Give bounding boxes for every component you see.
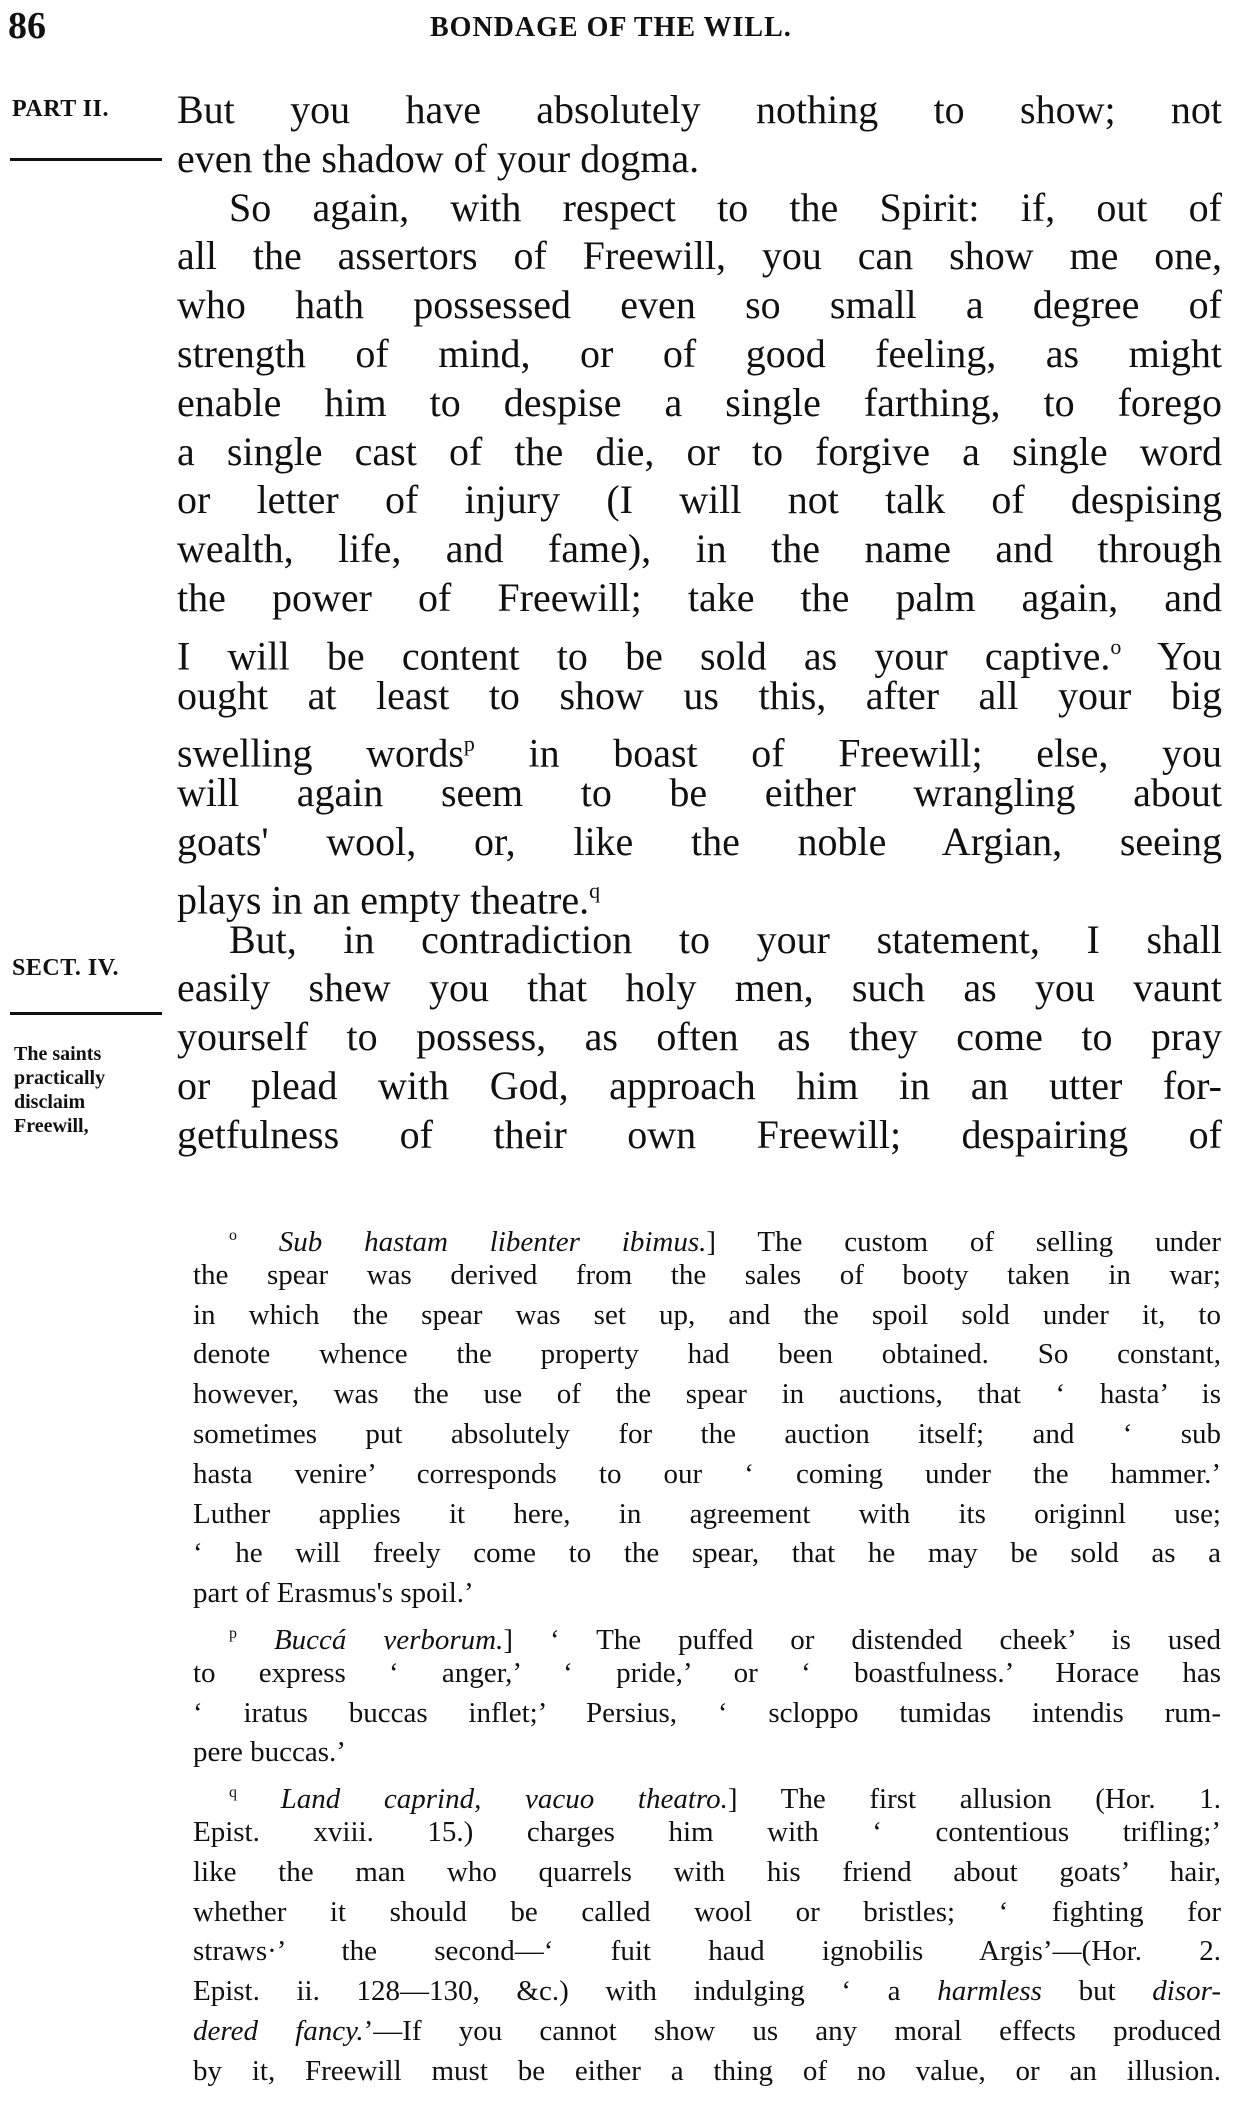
text-line: [177, 525, 1222, 574]
text-run: So again, with respect to the Spirit: if, out of: [229, 184, 1222, 230]
text-line: [177, 769, 1222, 818]
text-run: easily shew you that holy men, such as you vaunt: [177, 965, 1222, 1011]
text-line: [177, 135, 1222, 184]
text-line: [177, 232, 1222, 281]
footnote-line: [193, 1614, 1222, 1657]
text-run: the power of Freewill; take the palm again, and: [177, 574, 1222, 620]
text-line: [177, 672, 1222, 721]
margin-sect-label: SECT. IV.: [12, 955, 119, 981]
footnote-marker: p: [229, 1624, 237, 1642]
footnote-line: [193, 1773, 1222, 1816]
text-run: whether it should be called wool or bristles; ‘ fighting for: [193, 1895, 1221, 1928]
text-line: [177, 1062, 1222, 1111]
footnote-marker: q: [229, 1784, 237, 1802]
text-run: goats' wool, or, like the noble Argian, seeing: [177, 818, 1222, 864]
text-run: ought at least to show us this, after all your big: [177, 672, 1222, 718]
footnote-marker: o: [229, 1227, 237, 1244]
text-run: straws·’ the second—‘ fuit haud ignobilis Argis’—(Hor. 2.: [193, 1935, 1221, 1968]
footnote-line: [193, 2052, 1221, 2092]
margin-note-line: disclaim: [14, 1091, 86, 1113]
text-line: [177, 379, 1222, 428]
text-line: [177, 720, 1222, 776]
text-line: [177, 916, 1222, 965]
text-run: a single cast of the die, or to forgive a single word: [177, 428, 1222, 474]
text-run: getfulness of their own Freewill; despairing of: [177, 1111, 1222, 1157]
footnote-line: [193, 1972, 1221, 2012]
margin-note-line: The saints: [14, 1043, 102, 1065]
text-run: who hath possessed even so small a degree of: [177, 282, 1222, 328]
text-line: [177, 818, 1222, 867]
text-run: strength of mind, or of good feeling, as might: [177, 330, 1222, 376]
text-run: like the man who quarrels with his friend about goats’ hair,: [193, 1855, 1221, 1888]
text-run: But you have absolutely nothing to show; not: [177, 87, 1222, 132]
text-run: denote whence the property had been obtained. So constant,: [193, 1338, 1221, 1371]
footnote-line: [193, 1375, 1221, 1415]
text-run: or plead with God, approach him in an utter for-: [177, 1062, 1222, 1108]
text-run: part of Erasmus's spoil.’: [193, 1577, 474, 1610]
text-run: You: [1121, 633, 1222, 679]
footnote-line: [193, 1534, 1221, 1574]
text-line: [177, 281, 1222, 330]
italic-text: Sub hastam libenter ibimus.: [278, 1226, 707, 1259]
text-line: [177, 1013, 1222, 1062]
text-run: ] ‘ The puffed or distended cheek’ is used: [503, 1624, 1222, 1657]
footnote-line: [193, 1455, 1221, 1495]
italic-text: Buccá verborum.: [273, 1624, 504, 1657]
text-line: [177, 574, 1222, 623]
text-run: will again seem to be either wrangling about: [177, 770, 1222, 816]
text-run: to express ‘ anger,’ ‘ pride,’ or ‘ boastfulness.’ Horace has: [193, 1656, 1221, 1689]
text-line: [177, 867, 1222, 923]
running-head: BONDAGE OF THE WILL.: [430, 12, 792, 43]
footnote-marker: q: [589, 877, 601, 903]
footnote-line: [193, 2012, 1221, 2052]
text-line: [177, 1111, 1222, 1160]
footnote-line: [193, 1415, 1221, 1455]
text-run: [237, 1783, 281, 1815]
footnote-line: [193, 1694, 1221, 1734]
text-run: ‘ iratus buccas inflet;’ Persius, ‘ scloppo tumidas intendis rum-: [193, 1696, 1221, 1729]
text-line: [177, 86, 1222, 135]
text-line: [177, 476, 1222, 525]
text-run: ’—If you cannot show us any moral effects produced: [363, 2014, 1222, 2047]
footnote-line: [193, 1216, 1221, 1259]
text-run: swelling words: [177, 730, 464, 776]
text-run: hasta venire’ corresponds to our ‘ coming under the hammer.’: [193, 1457, 1221, 1490]
italic-text: harmless: [937, 1975, 1042, 2008]
text-line: [177, 330, 1222, 379]
footnote-marker: p: [463, 731, 475, 757]
text-run: in boast of Freewill; else, you: [474, 730, 1222, 776]
text-run: or letter of injury (I will not talk of despising: [177, 477, 1222, 523]
footnote-line: [193, 1733, 1221, 1773]
footnote-line: [193, 1256, 1221, 1296]
margin-part-label: PART II.: [12, 96, 109, 122]
italic-text: disor-: [1152, 1975, 1221, 2008]
text-run: in which the spear was set up, and the spoil sold under it, to: [193, 1298, 1221, 1331]
italic-text: dered fancy.: [193, 2014, 364, 2047]
margin-note: [14, 1042, 105, 1138]
text-run: But, in contradiction to your statement, I shall: [229, 916, 1222, 962]
text-run: ] The first allusion (Hor. 1.: [727, 1783, 1222, 1816]
footnote-line: [193, 1335, 1221, 1375]
italic-text: Land caprind, vacuo theatro.: [280, 1783, 728, 1816]
text-line: [177, 428, 1222, 477]
footnote-line: [193, 1853, 1221, 1893]
text-run: ‘ he will freely come to the spear, that he may be sold as a: [193, 1537, 1221, 1570]
text-run: by it, Freewill must be either a thing of no value, or an illusion.: [193, 2054, 1221, 2087]
text-run: [237, 1624, 274, 1656]
footnote-line: [193, 1932, 1221, 1972]
text-run: Epist. ii. 128—130, &c.) with indulging ‘ a: [193, 1975, 938, 2008]
footnote-line: [193, 1813, 1221, 1853]
text-run: all the assertors of Freewill, you can show me one,: [177, 233, 1222, 279]
text-run: [237, 1226, 279, 1258]
margin-note-line: practically: [14, 1067, 106, 1089]
text-line: [177, 623, 1222, 679]
text-run: even the shadow of your dogma.: [177, 135, 700, 181]
footnote-line: [193, 1654, 1221, 1694]
margin-rule: [10, 158, 162, 161]
main-text: [177, 86, 1222, 1160]
footnotes: [193, 1216, 1221, 2092]
text-run: enable him to despise a single farthing, to forego: [177, 379, 1222, 425]
footnote-line: [193, 1296, 1221, 1336]
text-run: but: [1041, 1975, 1153, 2008]
footnote-line: [193, 1574, 1221, 1614]
text-run: plays in an empty theatre.: [177, 877, 590, 923]
footnote-line: [193, 1893, 1221, 1933]
footnote-marker: o: [1110, 633, 1122, 659]
margin-note-line: Freewill,: [14, 1115, 89, 1137]
margin-rule: [10, 1012, 162, 1015]
text-run: the spear was derived from the sales of booty taken in war;: [193, 1258, 1221, 1291]
text-line: [177, 184, 1222, 233]
footnote-line: [193, 1495, 1221, 1535]
text-run: yourself to possess, as often as they come to pray: [177, 1014, 1222, 1060]
text-run: sometimes put absolutely for the auction itself; and ‘ sub: [193, 1417, 1221, 1450]
text-run: I will be content to be sold as your captive.: [177, 633, 1111, 679]
text-run: Epist. xviii. 15.) charges him with ‘ contentious trifling;’: [193, 1815, 1221, 1848]
text-line: [177, 964, 1222, 1013]
text-run: Luther applies it here, in agreement with its originnl use;: [193, 1497, 1221, 1530]
text-run: however, was the use of the spear in auctions, that ‘ hasta’ is: [193, 1378, 1221, 1411]
text-run: pere buccas.’: [193, 1736, 346, 1769]
text-run: wealth, life, and fame), in the name and through: [177, 526, 1222, 572]
text-run: ] The custom of selling under: [706, 1226, 1221, 1259]
page-number: 86: [8, 5, 46, 47]
